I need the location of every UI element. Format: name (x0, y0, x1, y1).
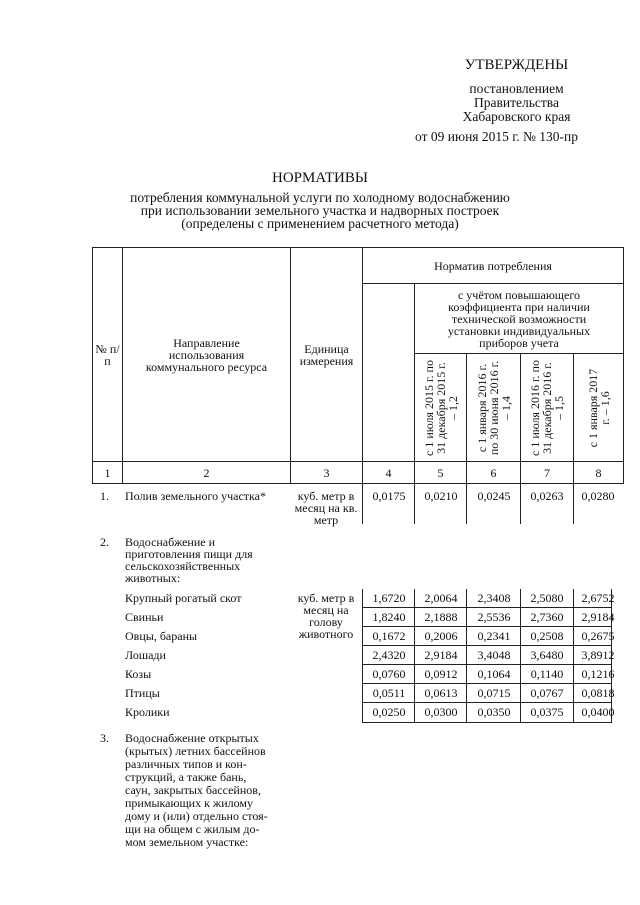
animal-value: 2,1888 (424, 610, 458, 624)
header-col-number: № п/п (93, 248, 123, 462)
animal-name: Свиньи (125, 610, 164, 624)
animal-value: 2,3408 (477, 591, 511, 605)
animal-value: 0,2006 (424, 629, 458, 643)
animal-value: 0,1216 (581, 667, 615, 681)
row-number: 2. (100, 535, 109, 549)
animal-value: 0,0400 (581, 705, 615, 719)
row-separator (362, 645, 612, 646)
row-separator (362, 626, 612, 627)
animal-value: 3,6480 (530, 648, 564, 662)
column-number-5: 5 (415, 462, 467, 484)
animal-value: 2,5080 (530, 591, 564, 605)
approval-block (415, 57, 578, 144)
header-period-4: с 1 января 2017 г. – 1,6 (574, 354, 624, 462)
approval-line-3: Хабаровского края (462, 109, 571, 124)
row-name-line: струкций, а также бань, (125, 770, 247, 784)
animal-value: 0,0912 (424, 667, 458, 681)
animal-value: 0,1064 (477, 667, 511, 681)
column-number-2: 2 (123, 462, 291, 484)
animal-value: 0,0250 (372, 705, 406, 719)
animals-unit: куб. метр в месяц на голову животного (297, 591, 355, 641)
header-period-2: с 1 января 2016 г. по 30 июня 2016 г. – 1,4 (467, 354, 521, 462)
animal-value: 1,6720 (372, 591, 406, 605)
header-col-norm: Норматив потребления (363, 248, 624, 284)
row-separator (362, 683, 612, 684)
animal-value: 0,1140 (530, 667, 564, 681)
animal-value: 0,0613 (424, 686, 458, 700)
row-number: 3. (100, 731, 109, 745)
animal-value: 0,0715 (477, 686, 511, 700)
animal-value: 1,8240 (372, 610, 406, 624)
row-value: 0,0263 (530, 489, 564, 503)
animal-name: Козы (125, 667, 152, 681)
animal-value: 0,0375 (530, 705, 564, 719)
approval-line-1: постановлением (469, 81, 564, 96)
pools-row (92, 732, 612, 852)
column-number-6: 6 (467, 462, 521, 484)
animal-value: 0,2341 (477, 629, 511, 643)
animal-value: 0,0350 (477, 705, 511, 719)
column-number-8: 8 (574, 462, 624, 484)
column-number-1: 1 (93, 462, 123, 484)
header-period-3: с 1 июля 2016 г. по 31 декабря 2016 г. – 1,5 (521, 354, 574, 462)
animal-value: 2,7360 (530, 610, 564, 624)
animal-value: 0,1672 (372, 629, 406, 643)
animal-value: 3,4048 (477, 648, 511, 662)
animal-value: 2,5536 (477, 610, 511, 624)
animal-name: Кролики (125, 705, 170, 719)
header-period-1: с 1 июля 2015 г. по 31 декабря 2015 г. – 1,2 (415, 354, 467, 462)
animal-value: 0,0767 (530, 686, 564, 700)
header-col-base (363, 284, 415, 462)
approval-date: от 09 июня 2015 г. № 130-пр (415, 129, 578, 144)
row-separator (362, 664, 612, 665)
row-separator (362, 722, 612, 723)
animal-value: 0,0300 (424, 705, 458, 719)
row-number: 1. (100, 489, 109, 503)
column-number-3: 3 (291, 462, 363, 484)
animal-name: Крупный рогатый скот (125, 591, 242, 605)
animal-name: Птицы (125, 686, 160, 700)
row-name: Водоснабжение и приготовления пищи для сельскохозяйственных животных: (125, 535, 253, 585)
animal-name: Лошади (125, 648, 166, 662)
row-value: 0,0280 (581, 489, 615, 503)
animal-value: 0,0818 (581, 686, 615, 700)
animal-value: 2,6752 (581, 591, 615, 605)
animal-value: 0,0511 (372, 686, 406, 700)
document-subtitle-1: потребления коммунальной услуги по холодному водоснабжению (130, 190, 510, 205)
row-name-line: (крытых) летних бассейнов (125, 744, 266, 758)
column-number-7: 7 (521, 462, 574, 484)
animals-block (92, 589, 615, 723)
document-title-block (0, 170, 640, 230)
header-col-unit: Единица измерения (291, 248, 363, 462)
animal-value: 0,2508 (530, 629, 564, 643)
document-subtitle-2: при использовании земельного участка и надворных построек (140, 203, 500, 218)
row-name-line: примыкающих к жилому (125, 796, 253, 810)
norms-table-header (92, 247, 624, 484)
header-col-coefficient: с учётом повышающего коэффициента при наличии технической возможности установки индивидуальных приборов учета (415, 284, 624, 354)
document-subtitle-3: (определены с применением расчетного метода) (181, 216, 459, 231)
row-unit: куб. метр в месяц на кв. метр (294, 489, 358, 527)
animal-value: 0,0760 (372, 667, 406, 681)
row-name: Полив земельного участка* (125, 489, 266, 503)
row-value: 0,0175 (372, 489, 406, 503)
animal-value: 2,9184 (581, 610, 615, 624)
row-value: 0,0245 (477, 489, 511, 503)
header-col-direction: Направление использования коммунального ресурса (123, 248, 291, 462)
column-number-4: 4 (363, 462, 415, 484)
animal-name: Овцы, бараны (125, 629, 198, 643)
row-name-line: Водоснабжение открытых (125, 731, 259, 745)
row-separator (362, 702, 612, 703)
animal-value: 2,4320 (372, 648, 406, 662)
row-name-line: дому и (или) отдельно стоя- (125, 809, 268, 823)
row-name-line: щи на общем с жилым до- (125, 822, 260, 836)
animal-value: 2,0064 (424, 591, 458, 605)
approval-line-2: Правительства (474, 95, 559, 110)
document-title: НОРМАТИВЫ (272, 170, 368, 186)
row-name-line: различных типов и кон- (125, 757, 247, 771)
animal-value: 2,9184 (424, 648, 458, 662)
animal-value: 3,8912 (581, 648, 615, 662)
norms-table-body (92, 484, 615, 585)
row-separator (362, 607, 612, 608)
approval-heading: УТВЕРЖДЕНЫ (464, 57, 569, 73)
row-value: 0,0210 (424, 489, 458, 503)
animal-value: 0,2675 (581, 629, 615, 643)
row-name-line: саун, закрытых бассейнов, (125, 783, 261, 797)
row-name-line: мом земельном участке: (125, 835, 249, 849)
